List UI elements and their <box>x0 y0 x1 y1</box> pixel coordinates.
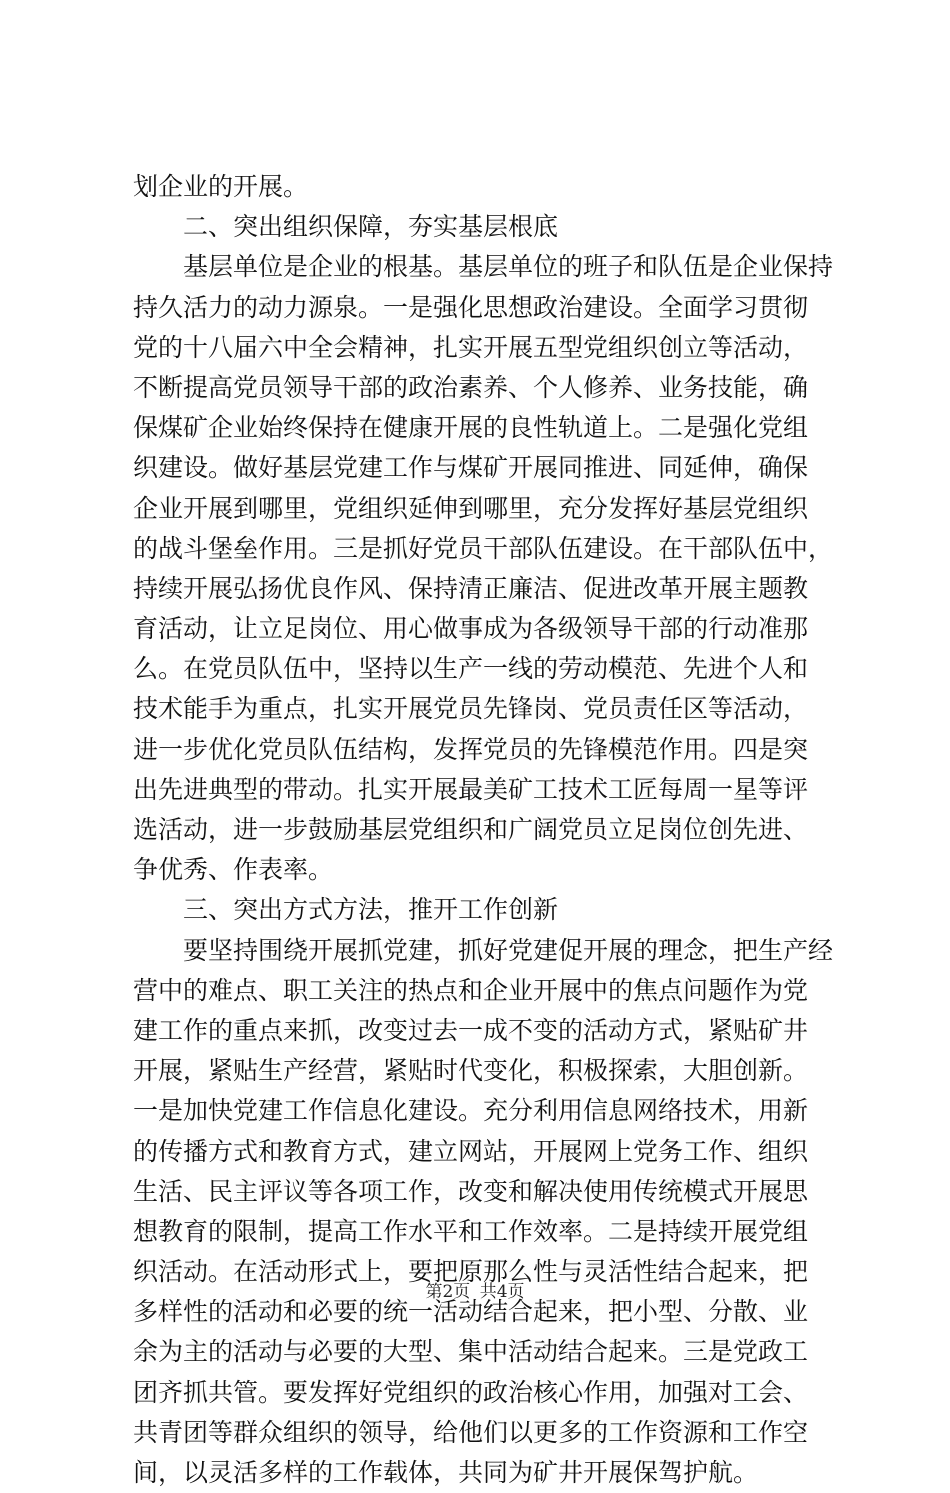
text-line: 进一步优化党员队伍结构，发挥党员的先锋模范作用。四是突 <box>133 734 809 764</box>
text-line: 共青团等群众组织的领导，给他们以更多的工作资源和工作空 <box>133 1417 809 1447</box>
text-line: 保煤矿企业始终保持在健康开展的良性轨道上。二是强化党组 <box>133 413 809 443</box>
page-footer <box>0 1277 950 1302</box>
page-total: 共4页 <box>479 1282 525 1302</box>
text-line: 持续开展弘扬优良作风、保持清正廉洁、促进改革开展主题教 <box>133 573 809 603</box>
text-line: 三、突出方式方法，推开工作创新 <box>183 895 559 925</box>
text-line: 么。在党员队伍中，坚持以生产一线的劳动模范、先进个人和 <box>133 654 809 684</box>
text-line: 团齐抓共管。要发挥好党组织的政治核心作用，加强对工会、 <box>133 1377 809 1407</box>
text-line: 想教育的限制，提高工作水平和工作效率。二是持续开展党组 <box>133 1216 809 1246</box>
text-line: 织建设。做好基层党建工作与煤矿开展同推进、同延伸，确保 <box>133 453 809 483</box>
text-line: 企业开展到哪里，党组织延伸到哪里，充分发挥好基层党组织 <box>133 493 809 523</box>
text-line: 余为主的活动与必要的大型、集中活动结合起来。三是党政工 <box>133 1337 809 1367</box>
text-line: 二、突出组织保障，夯实基层根底 <box>183 212 559 242</box>
page-number: 第2页 <box>425 1282 471 1302</box>
text-line: 持久活力的动力源泉。一是强化思想政治建设。全面学习贯彻 <box>133 292 809 322</box>
text-line: 育活动，让立足岗位、用心做事成为各级领导干部的行动准那 <box>133 614 809 644</box>
text-line: 开展，紧贴生产经营，紧贴时代变化，积极探索，大胆创新。 <box>133 1056 809 1086</box>
text-line: 党的十八届六中全会精神，扎实开展五型党组织创立等活动， <box>133 332 809 362</box>
text-line: 出先进典型的带动。扎实开展最美矿工技术工匠每周一星等评 <box>133 774 809 804</box>
text-line: 技术能手为重点，扎实开展党员先锋岗、党员责任区等活动， <box>133 694 809 724</box>
text-line: 争优秀、作表率。 <box>133 855 334 885</box>
text-line: 的传播方式和教育方式，建立网站，开展网上党务工作、组织 <box>133 1136 809 1166</box>
text-line: 选活动，进一步鼓励基层党组织和广阔党员立足岗位创先进、 <box>133 815 809 844</box>
text-line: 织活动。在活动形式上，要把原那么性与灵活性结合起来，把 <box>133 1257 809 1287</box>
text-line: 营中的难点、职工关注的热点和企业开展中的焦点问题作为党 <box>133 975 809 1005</box>
text-line: 基层单位是企业的根基。基层单位的班子和队伍是企业保持 <box>183 252 834 282</box>
text-line: 间，以灵活多样的工作载体，共同为矿井开展保驾护航。 <box>133 1458 759 1487</box>
text-line: 一是加快党建工作信息化建设。充分利用信息网络技术，用新 <box>133 1096 809 1126</box>
text-line: 划企业的开展。 <box>133 172 309 201</box>
text-line: 的战斗堡垒作用。三是抓好党员干部队伍建设。在干部队伍中， <box>133 533 834 563</box>
text-line: 建工作的重点来抓，改变过去一成不变的活动方式，紧贴矿井 <box>133 1015 809 1045</box>
text-line: 要坚持围绕开展抓党建，抓好党建促开展的理念，把生产经 <box>183 935 834 965</box>
text-line: 不断提高党员领导干部的政治素养、个人修养、业务技能，确 <box>133 372 809 402</box>
text-line: 生活、民主评议等各项工作，改变和解决使用传统模式开展思 <box>133 1176 809 1206</box>
text-line: 多样性的活动和必要的统一活动结合起来，把小型、分散、业 <box>133 1297 809 1327</box>
